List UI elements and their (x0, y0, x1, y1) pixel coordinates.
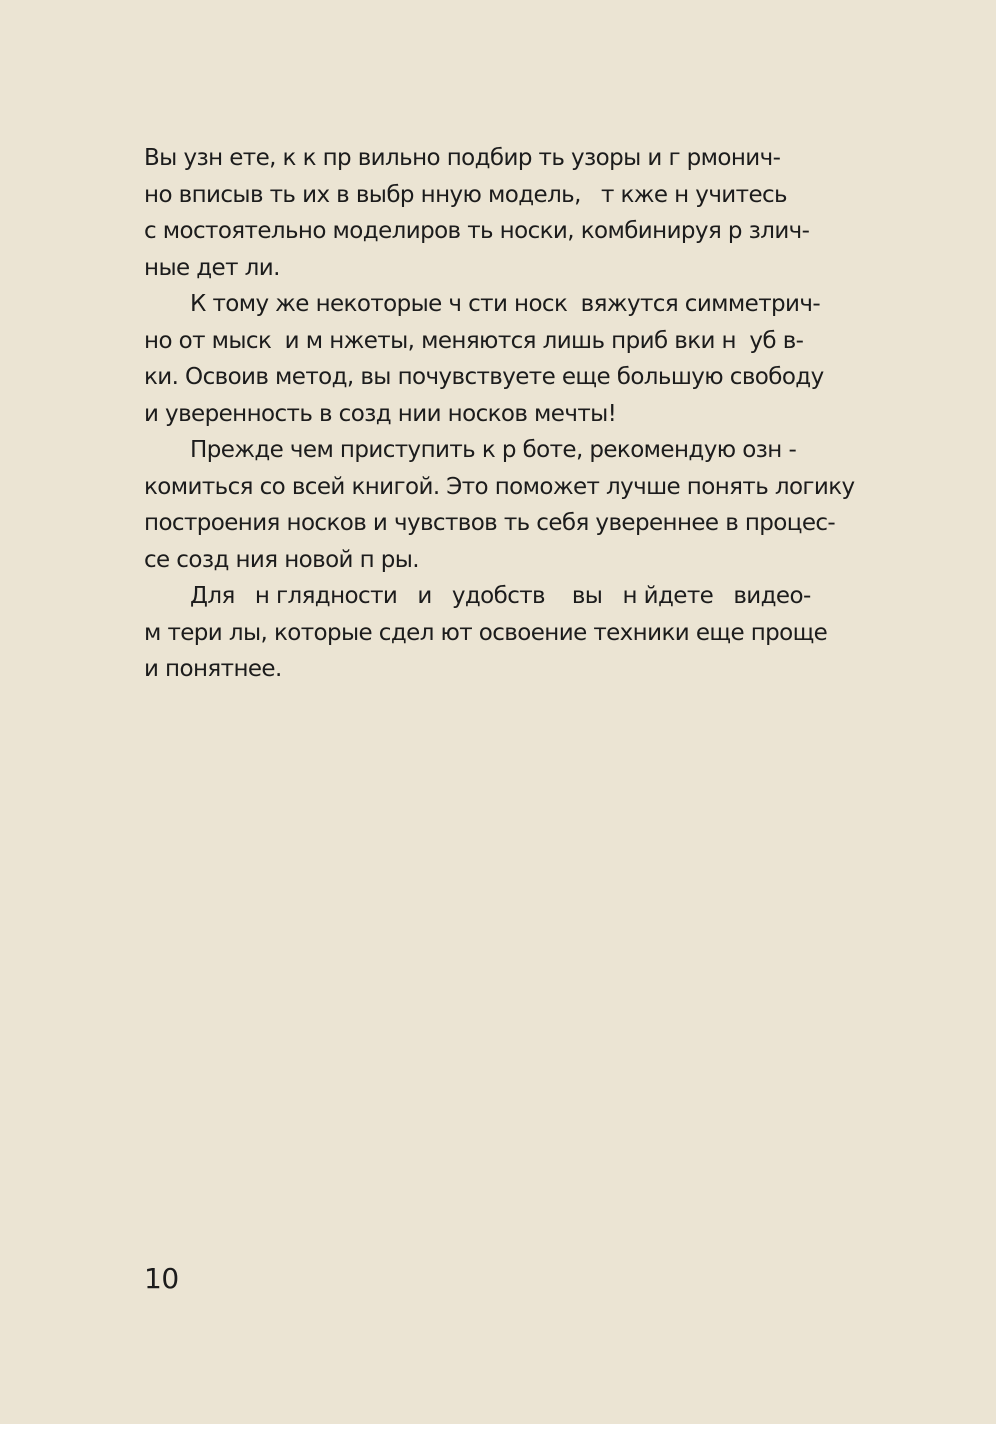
text-line: но от мыск и м нжеты, меняются лишь приб вки н уб в- (144, 327, 804, 354)
text-line: Для н глядности и удобств вы н йдете видео- (190, 583, 811, 609)
text-line: и понятнее. (144, 656, 282, 682)
text-line: ные дет ли. (144, 254, 280, 281)
text-line: с мостоятельно моделиров ть носки, комбинируя р злич- (144, 218, 810, 244)
body-text (144, 140, 855, 688)
text-line: комиться со всей книгой. Это поможет лучше понять логику (144, 473, 855, 500)
text-line: но вписыв ть их в выбр нную модель, т кже н учитесь (144, 181, 788, 208)
page-number: 10 (144, 1262, 179, 1295)
text-line: и уверенность в созд нии носков мечты! (144, 400, 617, 427)
text-line: м тери лы, которые сдел ют освоение техники еще проще (144, 619, 828, 646)
text-line: построения носков и чувствов ть себя увереннее в процес- (144, 510, 836, 536)
text-line: Прежде чем приступить к р боте, рекомендую озн - (190, 437, 797, 463)
text-line: Вы узн ете, к к пр вильно подбир ть узоры и г рмонич- (144, 145, 781, 171)
page-edge-bottom (0, 1424, 1000, 1429)
text-line: се созд ния новой п ры. (144, 546, 420, 573)
page-edge-right (996, 0, 1000, 1429)
text-line: ки. Освоив метод, вы почувствуете еще большую свободу (144, 364, 824, 390)
text-line: К тому же некоторые ч сти носк вяжутся симметрич- (190, 291, 821, 317)
